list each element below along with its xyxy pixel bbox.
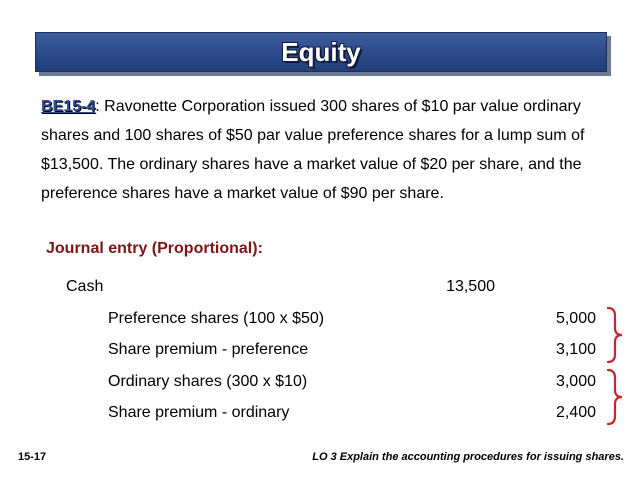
brace-ordinary-icon	[606, 368, 624, 426]
entry-account-cash: Cash	[66, 278, 104, 295]
problem-id: BE15-4	[41, 98, 96, 115]
entry-credit-share-premium-ordinary: 2,400	[555, 404, 596, 421]
entry-credit-ordinary-shares: 3,000	[555, 373, 596, 390]
entry-account-share-premium-preference: Share premium - preference	[108, 341, 309, 358]
entry-credit-share-premium-preference: 3,100	[555, 341, 596, 358]
entry-account-share-premium-ordinary: Share premium - ordinary	[108, 404, 290, 421]
title-bar	[35, 32, 607, 72]
slide-title: Equity	[281, 37, 361, 67]
learning-objective: LO 3 Explain the accounting procedures for issuing shares.	[312, 451, 624, 463]
entry-debit-cash: 13,500	[446, 278, 495, 295]
journal-heading: Journal entry (Proportional):	[46, 240, 263, 257]
entry-credit-preference-shares: 5,000	[555, 310, 596, 327]
problem-statement	[41, 92, 611, 208]
slide-number: 15-17	[18, 451, 47, 463]
entry-account-preference-shares: Preference shares (100 x $50)	[108, 310, 325, 327]
problem-text: : Ravonette Corporation issued 300 shares of $10 par value ordinary shares and 100 shares of $50 par value preference shares for a lump sum of $13,500. The ordinary shares have a market value of $20 per share, and the preference shares have a market value of $90 per share.	[41, 98, 585, 202]
brace-preference-icon	[606, 306, 624, 364]
entry-account-ordinary-shares: Ordinary shares (300 x $10)	[108, 373, 308, 390]
